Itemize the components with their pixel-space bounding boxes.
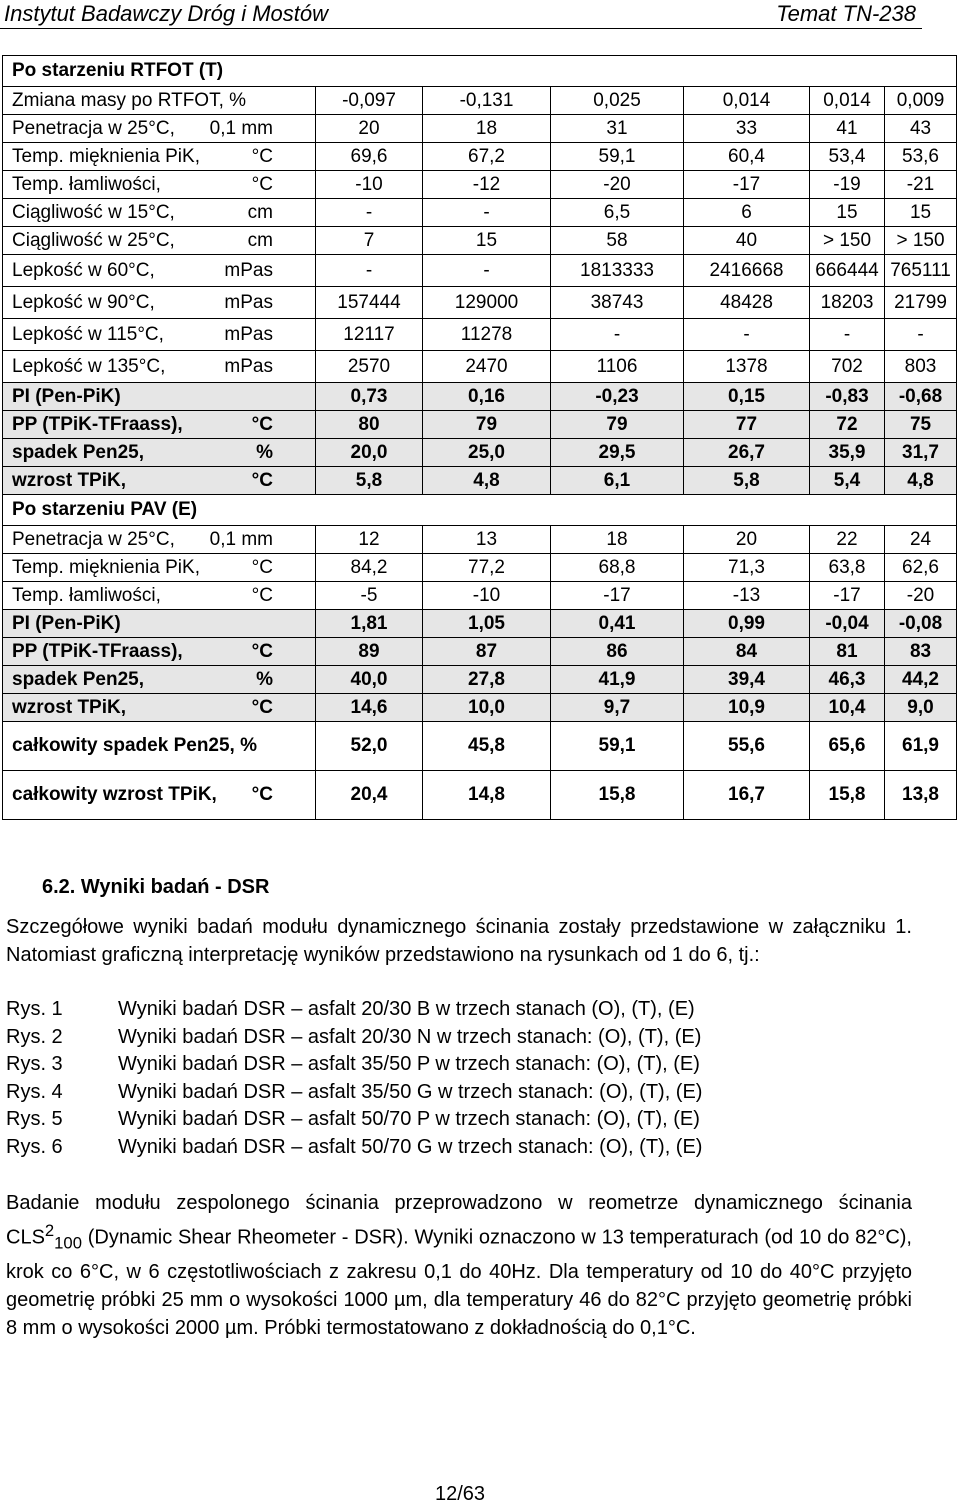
row-name: Temp. mięknienia PiK, xyxy=(12,145,200,167)
table-row xyxy=(3,554,957,582)
cell-value: 75 xyxy=(885,411,957,439)
row-label xyxy=(3,87,316,115)
table-row xyxy=(3,227,957,255)
row-unit: °C xyxy=(251,556,273,578)
row-unit: % xyxy=(256,668,273,690)
paragraph-method xyxy=(6,1189,912,1342)
cell-value: 22 xyxy=(810,526,885,554)
cell-value: 20,0 xyxy=(316,439,423,467)
cell-value: 702 xyxy=(810,351,885,383)
cell-value: 14,8 xyxy=(423,771,551,820)
row-name: całkowity spadek Pen25, % xyxy=(12,735,258,756)
cell-value: 7 xyxy=(316,227,423,255)
cell-value: 41 xyxy=(810,115,885,143)
row-label xyxy=(3,115,316,143)
cell-value: 43 xyxy=(885,115,957,143)
cell-value: - xyxy=(423,199,551,227)
row-label xyxy=(3,171,316,199)
row-unit: mPas xyxy=(224,291,273,313)
cell-value: 86 xyxy=(551,638,684,666)
row-unit: 0,1 mm xyxy=(209,117,273,139)
subscript: 100 xyxy=(54,1233,82,1253)
cell-value: 35,9 xyxy=(810,439,885,467)
cell-value: 1106 xyxy=(551,351,684,383)
cell-value: 765111 xyxy=(885,255,957,287)
cell-value: 157444 xyxy=(316,287,423,319)
cell-value: -0,08 xyxy=(885,610,957,638)
cell-value: 11278 xyxy=(423,319,551,351)
figure-text: Wyniki badań DSR – asfalt 50/70 G w trzech stanach: (O), (T), (E) xyxy=(118,1135,703,1158)
cell-value: 13,8 xyxy=(885,771,957,820)
page-header xyxy=(0,0,960,30)
cell-value: 24 xyxy=(885,526,957,554)
figure-text: Wyniki badań DSR – asfalt 50/70 P w trzech stanach: (O), (T), (E) xyxy=(118,1108,700,1131)
cell-value: 16,7 xyxy=(684,771,810,820)
row-label xyxy=(3,554,316,582)
table-row xyxy=(3,319,957,351)
row-label xyxy=(3,199,316,227)
row-label xyxy=(3,722,316,771)
cell-value: 0,15 xyxy=(684,383,810,411)
cell-value: 129000 xyxy=(423,287,551,319)
cell-value: 6,5 xyxy=(551,199,684,227)
row-unit: °C xyxy=(251,584,273,606)
cell-value: 4,8 xyxy=(885,467,957,495)
row-label xyxy=(3,143,316,171)
cell-value: - xyxy=(316,255,423,287)
row-name: Lepkość w 135°C, xyxy=(12,355,166,377)
cell-value: 71,3 xyxy=(684,554,810,582)
cell-value: 59,1 xyxy=(551,143,684,171)
paragraph-method-part2: (Dynamic Shear Rheometer - DSR). Wyniki oznaczono w 13 temperaturach (od 10 do 82°C), krok co 6°C, w 6 częstotliwościach z zakresu 0,1 do 40Hz. Dla temperatury od 10 do 40°C przyjęto geometrię próbki 25 mm o wysokości 1000 µm, dla temperatury 46 do 82°C przyjęto geometrię próbki 8 mm o wysokości 2000 µm. Próbki termostatowano z dokładnością do 0,1°C. xyxy=(6,1226,912,1339)
row-name: Lepkość w 115°C, xyxy=(12,323,164,345)
cell-value: -19 xyxy=(810,171,885,199)
cell-value: 68,8 xyxy=(551,554,684,582)
cell-value: 44,2 xyxy=(885,666,957,694)
cell-value: 1,05 xyxy=(423,610,551,638)
cell-value: -0,83 xyxy=(810,383,885,411)
table-row xyxy=(3,467,957,495)
cell-value: -10 xyxy=(316,171,423,199)
row-unit: °C xyxy=(251,413,273,435)
cell-value: 18 xyxy=(423,115,551,143)
cell-value: 26,7 xyxy=(684,439,810,467)
cell-value: 61,9 xyxy=(885,722,957,771)
cell-value: 4,8 xyxy=(423,467,551,495)
figure-item xyxy=(6,1079,702,1107)
cell-value: 46,3 xyxy=(810,666,885,694)
cell-value: 1378 xyxy=(684,351,810,383)
table-row xyxy=(3,526,957,554)
row-unit: °C xyxy=(251,145,273,167)
cell-value: 18 xyxy=(551,526,684,554)
section-heading: 6.2. Wyniki badań - DSR xyxy=(42,876,270,898)
cell-value: 10,4 xyxy=(810,694,885,722)
figure-code: Rys. 3 xyxy=(6,1053,63,1076)
cell-value: 39,4 xyxy=(684,666,810,694)
cell-value: -0,23 xyxy=(551,383,684,411)
figure-item xyxy=(6,1106,702,1134)
row-label xyxy=(3,526,316,554)
cell-value: 62,6 xyxy=(885,554,957,582)
paragraph-method-part1: Badanie modułu zespolonego ścinania przeprowadzono w reometrze dynamicznego ścinania CLS xyxy=(6,1192,912,1249)
row-unit: °C xyxy=(251,469,273,491)
table-row xyxy=(3,439,957,467)
figure-list xyxy=(6,996,702,1162)
cell-value: -13 xyxy=(684,582,810,610)
row-name: Ciągliwość w 15°C, xyxy=(12,201,175,223)
cell-value: -5 xyxy=(316,582,423,610)
table-row xyxy=(3,694,957,722)
cell-value: 9,7 xyxy=(551,694,684,722)
row-name: Zmiana masy po RTFOT, % xyxy=(12,89,247,111)
page-number: 12/63 xyxy=(434,1483,486,1505)
cell-value: -17 xyxy=(810,582,885,610)
cell-value: - xyxy=(551,319,684,351)
row-label xyxy=(3,771,316,820)
cell-value: 1,81 xyxy=(316,610,423,638)
table-row xyxy=(3,666,957,694)
row-label xyxy=(3,351,316,383)
cell-value: 45,8 xyxy=(423,722,551,771)
table-row xyxy=(3,287,957,319)
cell-value: 79 xyxy=(551,411,684,439)
cell-value: 27,8 xyxy=(423,666,551,694)
row-label xyxy=(3,411,316,439)
cell-value: 84 xyxy=(684,638,810,666)
pav-section-row xyxy=(3,495,957,526)
row-name: Penetracja w 25°C, xyxy=(12,528,175,550)
row-name: Ciągliwość w 25°C, xyxy=(12,229,175,251)
cell-value: 5,8 xyxy=(684,467,810,495)
cell-value: 81 xyxy=(810,638,885,666)
row-name: Temp. mięknienia PiK, xyxy=(12,556,200,578)
figure-text: Wyniki badań DSR – asfalt 35/50 P w trzech stanach: (O), (T), (E) xyxy=(118,1053,700,1076)
cell-value: 0,99 xyxy=(684,610,810,638)
row-unit: cm xyxy=(247,201,273,223)
figure-text: Wyniki badań DSR – asfalt 20/30 N w trzech stanach: (O), (T), (E) xyxy=(118,1025,702,1048)
cell-value: 55,6 xyxy=(684,722,810,771)
row-label xyxy=(3,610,316,638)
cell-value: 65,6 xyxy=(810,722,885,771)
rtfot-section-title xyxy=(3,56,957,87)
row-name: Penetracja w 25°C, xyxy=(12,117,175,139)
cell-value: 20 xyxy=(684,526,810,554)
table-row xyxy=(3,411,957,439)
cell-value: 12 xyxy=(316,526,423,554)
table-row xyxy=(3,115,957,143)
cell-value: 38743 xyxy=(551,287,684,319)
row-unit: mPas xyxy=(224,355,273,377)
cell-value: 31,7 xyxy=(885,439,957,467)
cell-value: 21799 xyxy=(885,287,957,319)
cell-value: -0,68 xyxy=(885,383,957,411)
cell-value: 63,8 xyxy=(810,554,885,582)
row-unit: mPas xyxy=(224,323,273,345)
cell-value: -20 xyxy=(885,582,957,610)
cell-value: 84,2 xyxy=(316,554,423,582)
cell-value: 0,014 xyxy=(810,87,885,115)
cell-value: 52,0 xyxy=(316,722,423,771)
row-name: wzrost TPiK, xyxy=(12,696,127,718)
cell-value: 15,8 xyxy=(551,771,684,820)
cell-value: -17 xyxy=(551,582,684,610)
cell-value: -21 xyxy=(885,171,957,199)
cell-value: -10 xyxy=(423,582,551,610)
cell-value: 15,8 xyxy=(810,771,885,820)
cell-value: 15 xyxy=(810,199,885,227)
cell-value: 40,0 xyxy=(316,666,423,694)
row-label xyxy=(3,287,316,319)
cell-value: 58 xyxy=(551,227,684,255)
figure-code: Rys. 5 xyxy=(6,1108,63,1131)
cell-value: 0,41 xyxy=(551,610,684,638)
table-row xyxy=(3,771,957,820)
cell-value: 2416668 xyxy=(684,255,810,287)
row-name: spadek Pen25, xyxy=(12,441,145,463)
cell-value: 41,9 xyxy=(551,666,684,694)
cell-value: 67,2 xyxy=(423,143,551,171)
row-unit: cm xyxy=(247,229,273,251)
cell-value: 0,025 xyxy=(551,87,684,115)
row-name: Temp. łamliwości, xyxy=(12,173,161,195)
figure-text: Wyniki badań DSR – asfalt 20/30 B w trzech stanach (O), (T), (E) xyxy=(118,998,695,1020)
table-row xyxy=(3,87,957,115)
table-row xyxy=(3,722,957,771)
cell-value: 10,0 xyxy=(423,694,551,722)
cell-value: 87 xyxy=(423,638,551,666)
cell-value: 666444 xyxy=(810,255,885,287)
cell-value: 803 xyxy=(885,351,957,383)
cell-value: 33 xyxy=(684,115,810,143)
figure-code: Rys. 1 xyxy=(6,998,63,1020)
cell-value: 25,0 xyxy=(423,439,551,467)
row-name: spadek Pen25, xyxy=(12,668,145,690)
figure-code: Rys. 2 xyxy=(6,1025,63,1048)
row-unit: % xyxy=(256,441,273,463)
cell-value: 0,009 xyxy=(885,87,957,115)
row-name: PI (Pen-PiK) xyxy=(12,612,121,634)
cell-value: 20,4 xyxy=(316,771,423,820)
figure-item xyxy=(6,1024,702,1052)
cell-value: 0,73 xyxy=(316,383,423,411)
row-unit: 0,1 mm xyxy=(209,528,273,550)
row-unit: °C xyxy=(251,640,273,662)
cell-value: 40 xyxy=(684,227,810,255)
row-label xyxy=(3,467,316,495)
cell-value: 53,4 xyxy=(810,143,885,171)
cell-value: - xyxy=(423,255,551,287)
cell-value: 48428 xyxy=(684,287,810,319)
cell-value: -0,04 xyxy=(810,610,885,638)
figure-code: Rys. 4 xyxy=(6,1080,63,1103)
cell-value: 2570 xyxy=(316,351,423,383)
row-label xyxy=(3,666,316,694)
cell-value: 0,014 xyxy=(684,87,810,115)
pav-section-title-text: Po starzeniu PAV (E) xyxy=(12,499,198,520)
figure-item xyxy=(6,1051,702,1079)
cell-value: 59,1 xyxy=(551,722,684,771)
row-unit: °C xyxy=(251,173,273,195)
cell-value: 1813333 xyxy=(551,255,684,287)
row-name: PP (TPiK-TFraass), xyxy=(12,640,183,662)
paragraph-intro: Szczegółowe wyniki badań modułu dynamicznego ścinania zostały przedstawione w załączniku 1. Natomiast graficzną interpretację wyników przedstawiono na rysunkach od 1 do 6, tj.: xyxy=(6,916,912,966)
table-row xyxy=(3,610,957,638)
cell-value: 89 xyxy=(316,638,423,666)
cell-value: 18203 xyxy=(810,287,885,319)
row-unit: mPas xyxy=(224,259,273,281)
cell-value: 0,16 xyxy=(423,383,551,411)
row-name: całkowity wzrost TPiK, xyxy=(12,784,217,805)
header-institute: Instytut Badawczy Dróg i Mostów xyxy=(4,1,329,26)
row-label xyxy=(3,582,316,610)
cell-value: 20 xyxy=(316,115,423,143)
rtfot-section-title-text: Po starzeniu RTFOT (T) xyxy=(12,60,224,81)
cell-value: > 150 xyxy=(885,227,957,255)
row-name: wzrost TPiK, xyxy=(12,469,127,491)
cell-value: 12117 xyxy=(316,319,423,351)
row-label xyxy=(3,638,316,666)
pav-section-title xyxy=(3,495,957,526)
cell-value: 10,9 xyxy=(684,694,810,722)
row-name: Lepkość w 60°C, xyxy=(12,259,155,281)
cell-value: 9,0 xyxy=(885,694,957,722)
table-row xyxy=(3,582,957,610)
cell-value: 6 xyxy=(684,199,810,227)
table-row xyxy=(3,171,957,199)
row-label xyxy=(3,439,316,467)
cell-value: -0,131 xyxy=(423,87,551,115)
table-row xyxy=(3,638,957,666)
cell-value: > 150 xyxy=(810,227,885,255)
figure-item xyxy=(6,996,702,1024)
row-label xyxy=(3,227,316,255)
superscript: 2 xyxy=(44,1221,55,1240)
row-name: Temp. łamliwości, xyxy=(12,584,161,606)
figure-code: Rys. 6 xyxy=(6,1135,63,1158)
cell-value: 31 xyxy=(551,115,684,143)
row-unit: °C xyxy=(251,784,273,805)
cell-value: 13 xyxy=(423,526,551,554)
row-name: Lepkość w 90°C, xyxy=(12,291,155,313)
cell-value: 14,6 xyxy=(316,694,423,722)
cell-value: 72 xyxy=(810,411,885,439)
figure-item xyxy=(6,1134,702,1162)
header-rule xyxy=(0,28,922,29)
cell-value: 53,6 xyxy=(885,143,957,171)
header-topic: Temat TN-238 xyxy=(776,1,916,26)
cell-value: 83 xyxy=(885,638,957,666)
table-row xyxy=(3,383,957,411)
table-row xyxy=(3,199,957,227)
cell-value: 79 xyxy=(423,411,551,439)
cell-value: 80 xyxy=(316,411,423,439)
cell-value: 60,4 xyxy=(684,143,810,171)
results-table xyxy=(2,55,957,820)
cell-value: 29,5 xyxy=(551,439,684,467)
table-row xyxy=(3,351,957,383)
cell-value: -0,097 xyxy=(316,87,423,115)
cell-value: 15 xyxy=(885,199,957,227)
cell-value: - xyxy=(885,319,957,351)
cell-value: -17 xyxy=(684,171,810,199)
row-name: PP (TPiK-TFraass), xyxy=(12,413,183,435)
table-row xyxy=(3,143,957,171)
row-label xyxy=(3,319,316,351)
cell-value: - xyxy=(810,319,885,351)
row-unit: °C xyxy=(251,696,273,718)
table-row xyxy=(3,255,957,287)
cell-value: -12 xyxy=(423,171,551,199)
cell-value: 77 xyxy=(684,411,810,439)
cell-value: 5,8 xyxy=(316,467,423,495)
cell-value: - xyxy=(316,199,423,227)
cell-value: - xyxy=(684,319,810,351)
row-label xyxy=(3,255,316,287)
rtfot-section-row xyxy=(3,56,957,87)
cell-value: -20 xyxy=(551,171,684,199)
row-label xyxy=(3,694,316,722)
cell-value: 15 xyxy=(423,227,551,255)
figure-text: Wyniki badań DSR – asfalt 35/50 G w trzech stanach: (O), (T), (E) xyxy=(118,1080,703,1103)
row-label xyxy=(3,383,316,411)
cell-value: 77,2 xyxy=(423,554,551,582)
cell-value: 6,1 xyxy=(551,467,684,495)
cell-value: 69,6 xyxy=(316,143,423,171)
row-name: PI (Pen-PiK) xyxy=(12,385,121,407)
cell-value: 5,4 xyxy=(810,467,885,495)
cell-value: 2470 xyxy=(423,351,551,383)
